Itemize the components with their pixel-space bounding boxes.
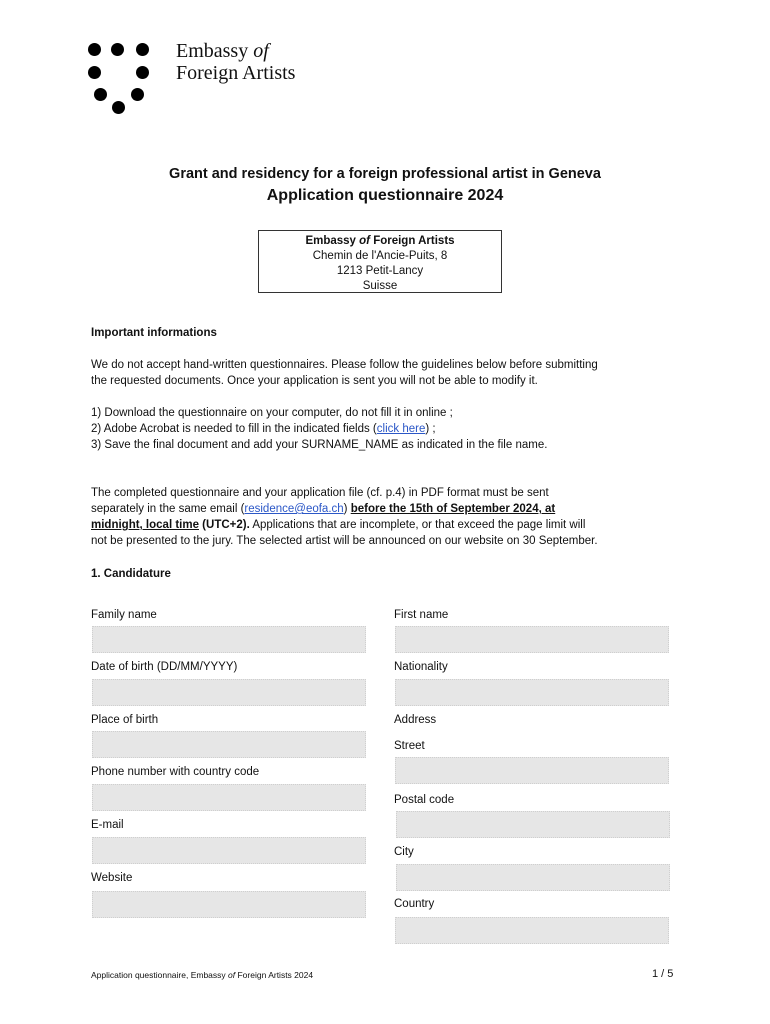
family-name-label: Family name bbox=[91, 609, 157, 621]
postal-code-label: Postal code bbox=[394, 794, 455, 806]
email-link[interactable]: residence@eofa.ch bbox=[244, 503, 344, 515]
address-box bbox=[258, 230, 502, 293]
email-field[interactable] bbox=[92, 837, 366, 864]
section-heading: 1. Candidature bbox=[91, 568, 171, 580]
phone-label: Phone number with country code bbox=[91, 766, 260, 778]
page-number: 1 / 5 bbox=[652, 968, 674, 980]
date-of-birth-field[interactable] bbox=[92, 679, 366, 706]
step-2: 2) Adobe Acrobat is needed to fill in the indicated fields (click here) ; bbox=[91, 423, 436, 435]
address-name: Embassy of Foreign Artists bbox=[305, 235, 455, 247]
first-name-label: First name bbox=[394, 609, 449, 621]
first-name-field[interactable] bbox=[395, 626, 669, 653]
page-subtitle: Application questionnaire 2024 bbox=[266, 187, 504, 204]
important-heading: Important informations bbox=[91, 327, 217, 339]
place-of-birth-label: Place of birth bbox=[91, 714, 159, 726]
important-intro: We do not accept hand-written questionnaires. Please follow the guidelines below before submitting the requested documents. Once your application is sent you will not be able to modify it. bbox=[91, 359, 598, 387]
page-title: Grant and residency for a foreign professional artist in Geneva bbox=[169, 166, 601, 182]
acrobat-link[interactable]: click here bbox=[376, 423, 426, 435]
country-field[interactable] bbox=[395, 917, 669, 944]
postal-code-field[interactable] bbox=[396, 811, 670, 838]
step-1: 1) Download the questionnaire on your computer, do not fill it in online ; bbox=[91, 407, 453, 419]
logo-wordmark: Embassy of Foreign Artists bbox=[176, 40, 296, 84]
deadline-paragraph: The completed questionnaire and your application file (cf. p.4) in PDF format must be sent separately in the same email (residence@eofa.ch) before the 15th of September 2024, at midnight, local time (UTC+2). Applications that are incomplete, or that exceed the page limit will not be presented to the jury. The selected artist will be announced on our website on 30 September. bbox=[91, 487, 598, 547]
website-label: Website bbox=[91, 872, 133, 884]
footer-text: Application questionnaire, Embassy of Foreign Artists 2024 bbox=[91, 970, 314, 980]
street-label: Street bbox=[394, 740, 425, 752]
address-heading: Address bbox=[394, 714, 437, 726]
step-3: 3) Save the final document and add your SURNAME_NAME as indicated in the file name. bbox=[91, 439, 548, 451]
city-field[interactable] bbox=[396, 864, 670, 891]
family-name-field[interactable] bbox=[92, 626, 366, 653]
country-label: Country bbox=[394, 898, 435, 910]
phone-field[interactable] bbox=[92, 784, 366, 811]
nationality-field[interactable] bbox=[395, 679, 669, 706]
website-field[interactable] bbox=[92, 891, 366, 918]
place-of-birth-field[interactable] bbox=[92, 731, 366, 758]
address-street: Chemin de l'Ancie-Puits, 8 bbox=[312, 250, 448, 262]
city-label: City bbox=[394, 846, 414, 858]
steps-list bbox=[91, 405, 691, 453]
date-of-birth-label: Date of birth (DD/MM/YYYY) bbox=[91, 661, 238, 673]
nationality-label: Nationality bbox=[394, 661, 448, 673]
email-label: E-mail bbox=[91, 819, 124, 831]
address-country: Suisse bbox=[362, 280, 398, 292]
street-field[interactable] bbox=[395, 757, 669, 784]
address-city: 1213 Petit-Lancy bbox=[336, 265, 424, 277]
logo-mark bbox=[86, 40, 152, 118]
